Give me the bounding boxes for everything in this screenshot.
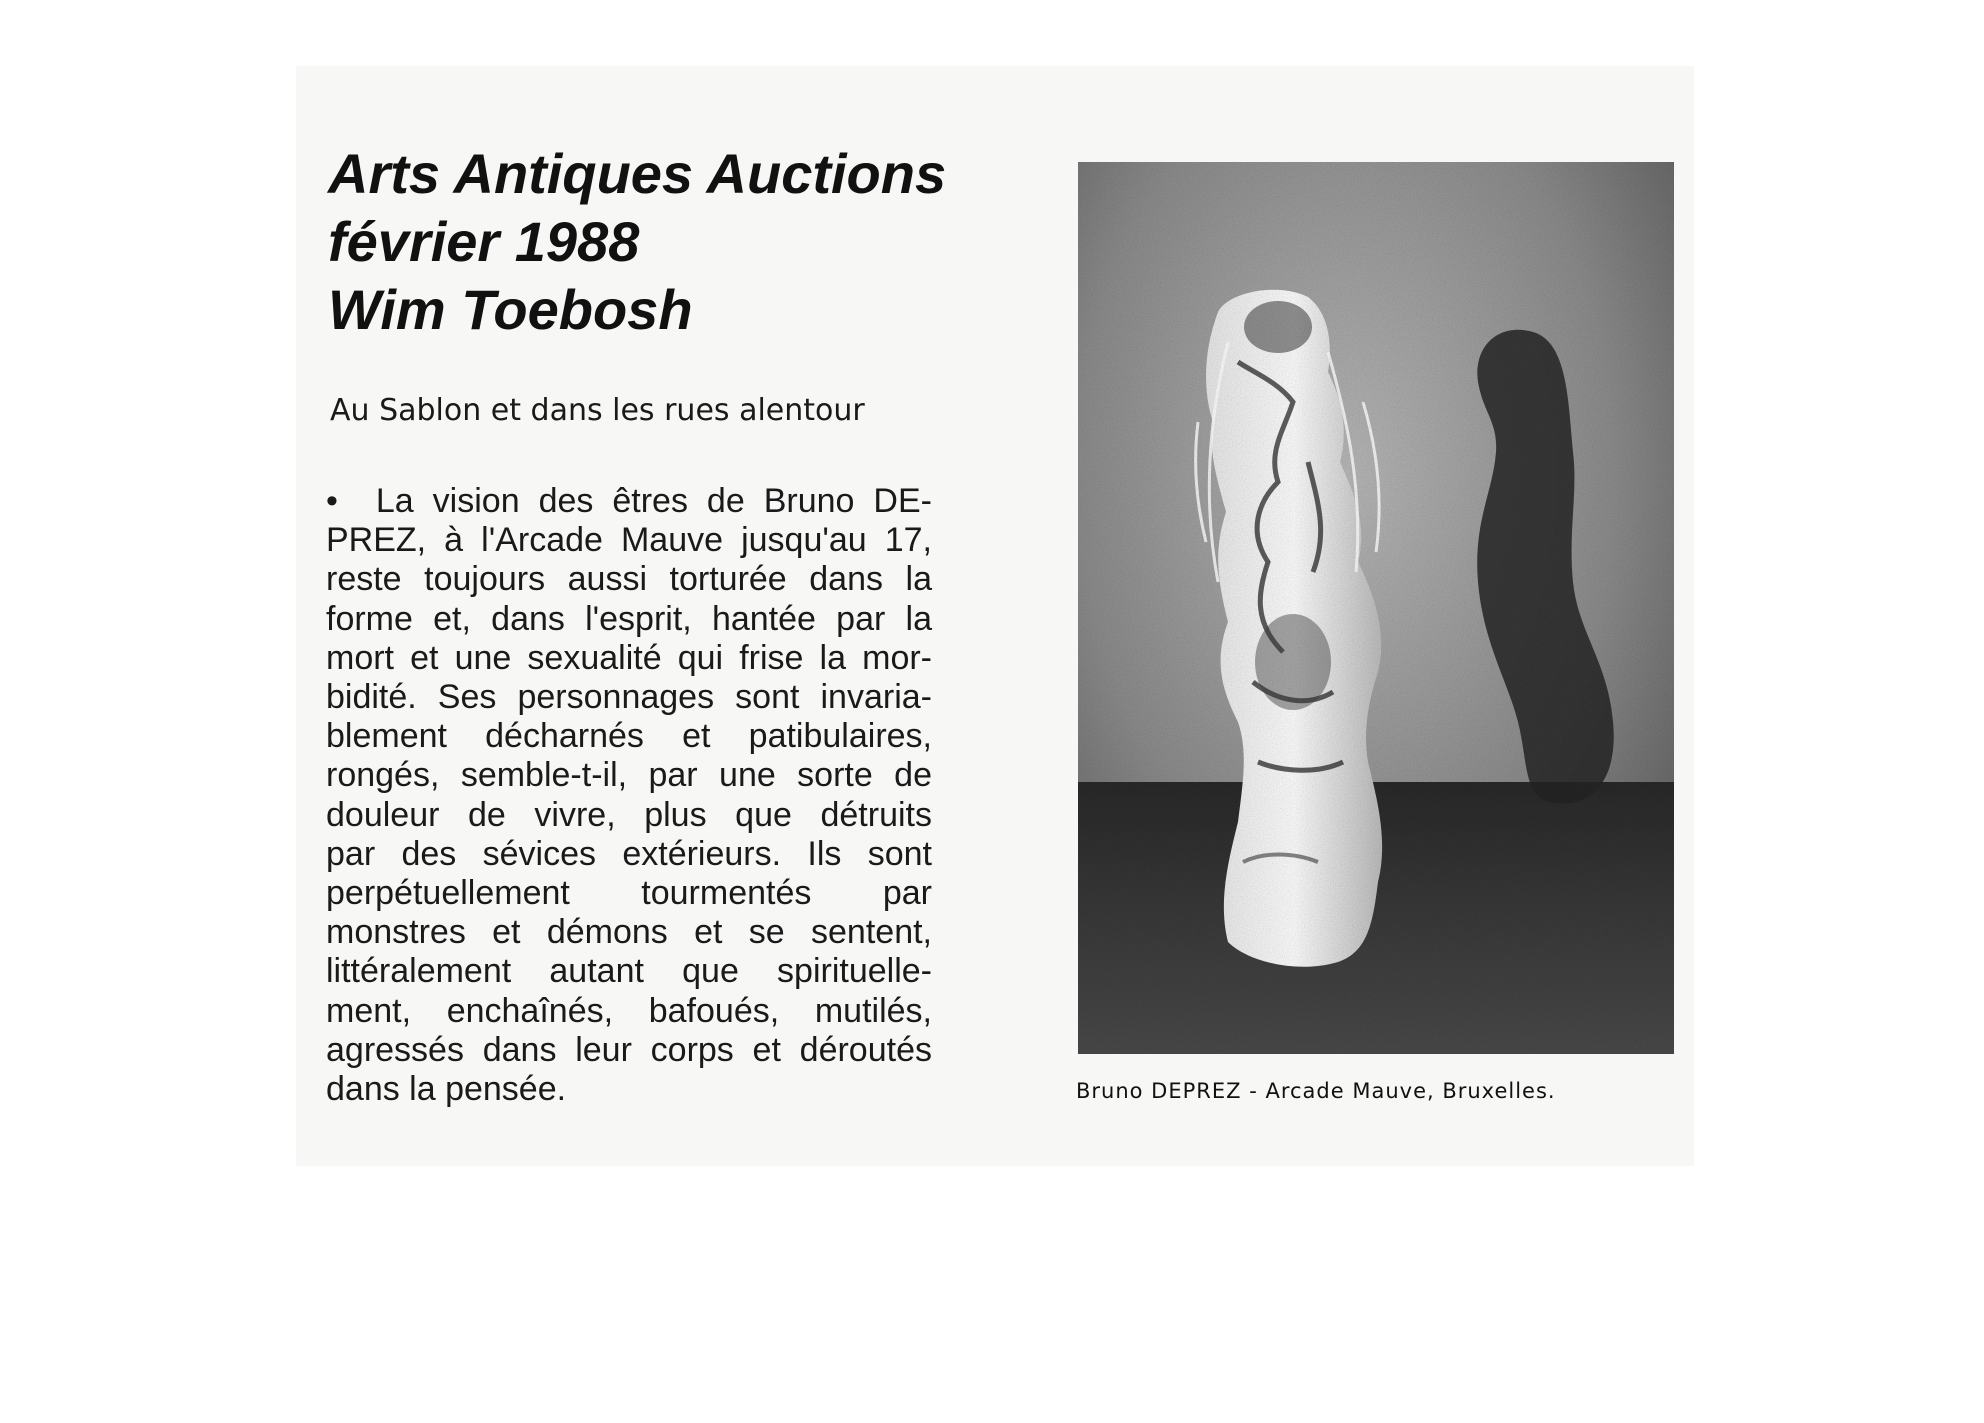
headline-publication: Arts Antiques Auctions <box>328 142 947 205</box>
article-line: blement décharnés et patibulaires, <box>326 717 932 756</box>
article-line: dans la pensée. <box>326 1070 567 1109</box>
article-line: monstres et démons et se sentent, <box>326 913 932 952</box>
article-line: reste toujours aussi torturée dans la <box>326 560 932 599</box>
article-line: rongés, semble-t-il, par une sorte de <box>326 756 932 795</box>
article-line: perpétuellement tourmentés par <box>326 874 932 913</box>
headline-date: février 1988 <box>328 210 640 273</box>
article-line-text: La vision des êtres de Bruno DE- <box>375 482 932 520</box>
article-subtitle: Au Sablon et dans les rues alentour <box>330 393 865 428</box>
headline-author: Wim Toebosh <box>328 278 693 341</box>
article-line: douleur de vivre, plus que détruits <box>326 795 932 834</box>
article-line: ment, enchaînés, bafoués, mutilés, <box>326 991 932 1030</box>
photo-caption: Bruno DEPREZ - Arcade Mauve, Bruxelles. <box>1076 1079 1556 1103</box>
article-line <box>326 482 932 521</box>
article-line: littéralement autant que spirituelle- <box>326 952 932 991</box>
article-body <box>326 482 932 1109</box>
article-line: PREZ, à l'Arcade Mauve jusqu'au 17, <box>326 521 932 560</box>
article-line: mort et une sexualité qui frise la mor- <box>326 638 932 677</box>
article-line: agressés dans leur corps et déroutés <box>326 1030 932 1069</box>
article-line: forme et, dans l'esprit, hantée par la <box>326 599 932 638</box>
article-line: par des sévices extérieurs. Ils sont <box>326 834 932 873</box>
sculpture-photo-icon <box>1078 162 1674 1054</box>
article-line: bidité. Ses personnages sont invaria- <box>326 678 932 717</box>
bullet-icon: • <box>326 482 338 520</box>
article-headline <box>328 140 1048 344</box>
sculpture-photo <box>1078 162 1674 1054</box>
